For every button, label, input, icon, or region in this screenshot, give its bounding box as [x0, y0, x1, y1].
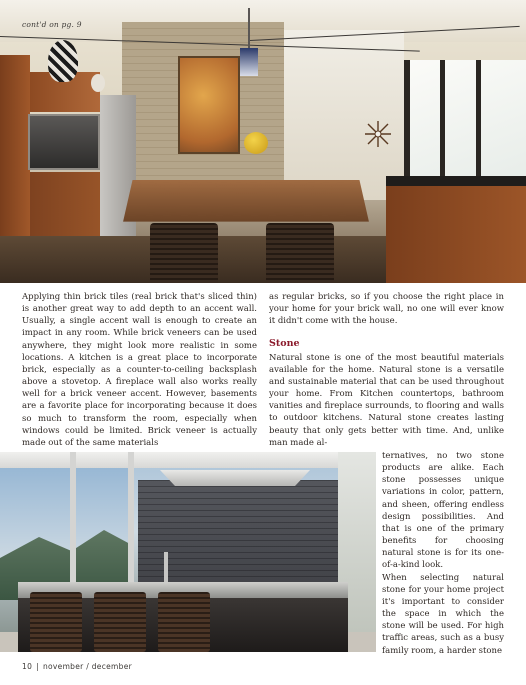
- article-paragraph: Natural stone is one of the most beautiful materials available for the home. Natural stone is a versatile and sustainable material that can be used throughout your home. From Kitchen countertops, bathroom vanities and fireplace surrounds, to flooring and walls to outdoor kitchens. Natural stone creates lasting beauty that only gets better with time. And, unlike man made al-: [269, 352, 504, 448]
- photo-striped-vase: [48, 40, 78, 82]
- photo-window-mullion: [440, 60, 445, 190]
- kitchen-photo: [0, 0, 526, 283]
- photo-counter-right: [386, 176, 526, 186]
- article-paragraph: Applying thin brick tiles (real brick that's sliced thin) is another great way to add depth to an accent wall. Usually, a single accent wall is enough to create an impact in any room. While brick veneers can be used anywhere, they might look more realistic in some locations. A kitchen is a great place to incorporate brick, especially as a counter-to-ceiling backsplash above a stovetop. A fireplace wall also works really well for a brick veneer accent. However, basements are a favorite place for incorporating because it does so much to transform the room, especially when windows could be limited. Brick veneer is actually made out of the same materials: [22, 292, 257, 448]
- footer-separator: |: [36, 662, 39, 671]
- article-narrow-column: [382, 450, 504, 657]
- continued-note: cont'd on pg. 9: [22, 20, 82, 29]
- photo-wall-oven: [28, 114, 100, 170]
- photo-window: [404, 60, 526, 190]
- article-left-column: [22, 291, 257, 449]
- photo-right-wall: [284, 30, 404, 200]
- photo-faucet: [164, 552, 168, 584]
- photo-pendant-shade: [240, 48, 258, 76]
- article-right-column: [269, 291, 504, 449]
- photo-bar-stool: [94, 592, 146, 652]
- article-paragraph: ternatives, no two stone products are alike. Each stone possesses unique variations in color, pattern, and sheen, offering endless design possibilities. And that is one of the primary benefits for choosing natural stone is for its one-of-a-kind look.: [382, 451, 504, 571]
- photo-bar-stool: [30, 592, 82, 652]
- page-number: 10: [22, 662, 33, 671]
- photo-ceiling: [0, 452, 376, 468]
- photo-pendant-cord: [248, 8, 250, 48]
- sunburst-clock-icon: [364, 120, 392, 148]
- photo-bar-stool: [158, 592, 210, 652]
- article-paragraph: When selecting natural stone for your home project it's important to consider the space in which the stone will be used. For high traffic areas, such as a busy family room, a harder stone: [382, 572, 504, 656]
- issue-label: november / december: [42, 662, 133, 671]
- page-footer: [22, 662, 132, 671]
- photo-fruit: [244, 132, 268, 154]
- article-paragraph: as regular bricks, so if you choose the right place in your home for your brick wall, no one will ever know it didn't come with the house.: [269, 292, 504, 327]
- photo-artwork: [178, 56, 240, 154]
- photo-chair: [266, 223, 334, 283]
- photo-cabinet-right: [386, 178, 526, 283]
- photo-window-mullion: [476, 60, 481, 190]
- photo-range-hood: [160, 470, 310, 486]
- section-heading-stone: Stone: [269, 338, 300, 350]
- photo-small-vase: [91, 74, 105, 92]
- photo-chair: [150, 223, 218, 283]
- stone-kitchen-photo: [0, 452, 376, 652]
- photo-refrigerator: [100, 95, 136, 245]
- photo-dining-table: [123, 180, 369, 222]
